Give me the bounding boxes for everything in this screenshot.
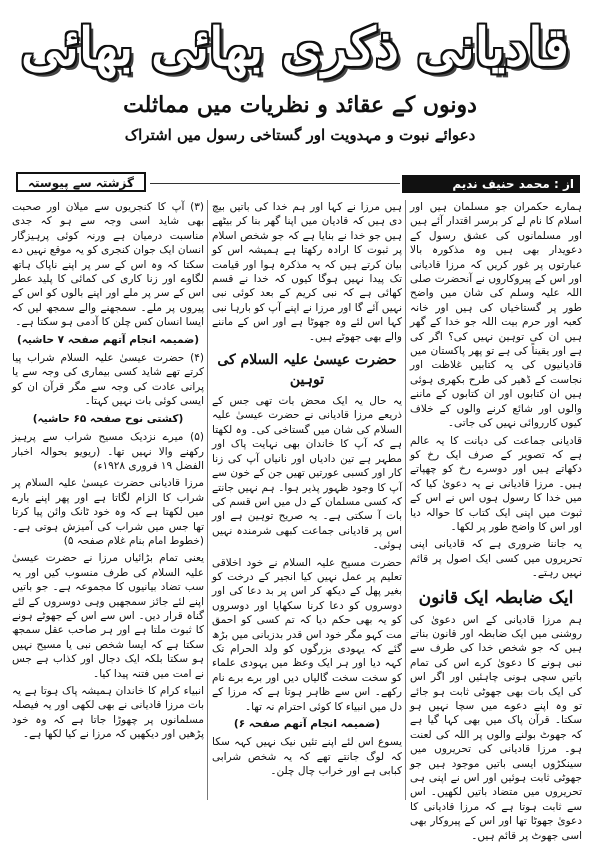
subhead: دونوں کے عقائد و نظریات میں مماثلت [123,92,477,118]
article-column-middle [212,200,402,802]
citation: (ضمیمہ انجام آتھم صفحہ ۷ حاشیہ) [16,333,200,346]
paragraph: مرزا قادیانی حضرت عیسیٰ علیہ السلام پر شراب کا الزام لگاتا ہے اور پھر اپنے بارے میں لکھتا ہے کہ وہ خود ٹانک وائن پیا کرتا تھا جس میں شراب کی آمیزش ہوتی ہے۔ (خطوط امام بنام غلام صفحہ ۵) [12,477,204,547]
paragraph: ہیں مرزا نے کہا اور ہم خدا کی باتیں بیچ دی ہیں کہ قادیان میں اپنا گھر بنا کر بیٹھے ہیں جو خدا نے بنایا ہے کہ جو شخص اسلام پر ثبوت کا ارادہ رکھتا ہے ہمیشہ اس کو بیان کرتے ہیں کہ یہ مذکرہ ہوا اور قیامت تک پیدا نہیں ہوگا کیوں کہ خدا نے قسم کھائی ہے کہ نبی کریم کے بعد کوئی نبی نہیں آئے گا اور مرزا نے اپنے آپ کو بارہا نبی کہا اس لئے وہ جھوٹا ہے اور اس کے ماننے والے بھی جھوٹے ہیں۔ [212,201,402,343]
article-column-right [410,200,582,842]
paragraph: انبیاء کرام کا خاندان ہمیشہ پاک ہوتا ہے یہ بات مرزا قادیانی نے بھی لکھی اور یہ فیصلہ مسلمانوں پر چھوڑا جاتا ہے کہ وہ خود پڑھیں اور دیکھیں کہ مرزا نے کیا لکھا ہے۔ [12,685,204,741]
column-divider [207,200,208,800]
continued-label: گزشتہ سے پیوستہ [16,172,146,192]
header-rule [150,183,400,184]
section-heading: ایک ضابطہ ایک قانون [418,587,574,608]
tagline: دعوائے نبوت و مہدویت اور گستاخی رسول میں اشتراک [124,126,476,144]
citation: (ضمیمہ انجام آتھم صفحہ ۶) [233,718,381,730]
paragraph: (۴) حضرت عیسیٰ علیہ السلام شراب پیا کرتے تھے شاید کسی بیماری کی وجہ سے یا پرانی عادت کی وجہ سے مگر قرآن ان کو ایسی کوئی بات نہیں کہتا۔ [12,352,204,408]
author-byline: از : محمد حنیف ندیم [402,175,580,193]
paragraph: (۳) آپ کا کنجریوں سے میلان اور صحبت بھی شاید اسی وجہ سے ہو کہ جدی مناسبت درمیان ہے ورنہ کوئی پرہیزگار انسان ایک جوان کنجری کو یہ موقع نہیں دے سکتا کہ وہ اس کے سر پر اپنے ناپاک ہاتھ لگاوے اور زنا کاری کی کمائی کا پلید عطر اس کے سر پر ملے اور اپنے بالوں کو اس کے پیروں پر ملے۔ سمجھنے والے سمجھ لیں کہ ایسا انسان کس چلن کا آدمی ہو سکتا ہے۔ [12,201,204,329]
paragraph: یہ جاننا ضروری ہے کہ قادیانی اپنی تحریروں میں کسی ایک اصول پر قائم نہیں رہتے۔ [410,538,582,580]
paragraph: ہم مرزا قادیانی کے اس دعویٰ کی روشنی میں ایک ضابطہ اور قانون بناتے ہیں کہ جو شخص خدا کی طرف سے نبی ہونے کا دعویٰ کرے اس کی تمام باتیں سچی ہونی چاہئیں اور اگر اس کی ایک بات بھی جھوٹی ثابت ہو جائے تو وہ اپنے دعوے میں سچا نہیں ہو سکتا۔ قرآن پاک میں بھی کہا گیا ہے کہ جھوٹ بولنے والوں پر اللہ کی لعنت ہو۔ مرزا قادیانی کی تحریروں میں سینکڑوں ایسی باتیں موجود ہیں جو جھوٹی ثابت ہوئیں اور اس نے اپنی ہی تحریروں میں متضاد باتیں لکھیں۔ اس سے ثابت ہوتا ہے کہ مرزا قادیانی کا دعویٰ جھوٹا تھا اور اس کے پیروکار بھی اسی جھوٹ پر قائم ہیں۔ [410,613,582,842]
paragraph: یعنی تمام بڑائیاں مرزا نے حضرت عیسیٰ علیہ السلام کی طرف منسوب کیں اور یہ سب تضاد بیانیوں کا مجموعہ ہے۔ جو باتیں اپنے لئے جائز سمجھیں وہی دوسروں کے لئے گناہ قرار دیں۔ اس سے اس کے جھوٹے ہونے کا ثبوت ملتا ہے اور ہر صاحب عقل سمجھ سکتا ہے کہ ایسا شخص نبی یا مسیح نہیں ہو سکتا بلکہ ایک دجال اور کذاب ہے جس نے امت میں فتنہ پیدا کیا۔ [12,552,204,680]
paragraph: (۵) میرے نزدیک مسیح شراب سے پرہیز رکھنے والا نہیں تھا۔ (ریویو بحوالہ اخبار الفضل ۱۹ فروری ۱۹۲۸ء) [12,431,204,472]
paragraph: یہ حال یہ ایک محض بات تھی جس کے ذریعے مرزا قادیانی نے حضرت عیسیٰ علیہ السلام کی شان میں گستاخی کی۔ وہ لکھتا ہے کہ آپ کا خاندان بھی نہایت پاک اور مطہر ہے تین دادیاں اور نانیاں آپ کی زنا کار اور کسبی عورتیں تھیں جن کے خون سے آپ کا وجود ظہور پذیر ہوا۔ ہم نہیں جانتے کہ کسی مسلمان کے دل میں اس قسم کی بات آ سکتی ہے۔ یہ صریح توہین ہے اور اس پر قادیانی جماعت کبھی شرمندہ نہیں ہوئی۔ [212,395,402,552]
paragraph: یسوع اس لئے اپنے تئیں نیک نہیں کہہ سکا کہ لوگ جانتے تھے کہ یہ شخص شرابی کبابی ہے اور خراب چال چلن۔ [212,736,402,778]
paragraph: حضرت مسیح علیہ السلام نے خود اخلاقی تعلیم پر عمل نہیں کیا انجیر کے درخت کو بغیر پھل کے دیکھ کر اس پر بد دعا کی اور دوسروں کو دعا کرنا سکھایا اور دوسروں کو یہ بھی حکم دیا کہ تم کسی کو احمق مت کہو مگر خود اس قدر بدزبانی میں بڑھ گئے کہ یہودی بزرگوں کو ولد الحرام تک کہہ دیا اور ہر ایک وعظ میں یہودی علماء کو سخت سخت گالیاں دیں اور برے برے نام رکھے۔ اس سے ظاہر ہوتا ہے کہ مرزا کے دل میں انبیاء کا کوئی احترام نہ تھا۔ [212,556,402,713]
column-divider [405,200,406,800]
citation: (کشتی نوح صفحہ ۶۵ حاشیہ) [32,412,184,425]
headline: قادیانی ذکری بھائی بھائی [21,17,569,78]
paragraph: ہمارے حکمران جو مسلمان ہیں اور اسلام کا نام لے کر برسر اقتدار آئے ہیں اور مسلمانوں کی عشق رسول کے دعویدار بھی ہیں وہ مذکورہ بالا عبارتوں پر غور کریں کہ مرزا قادیانی اور اس کے پیروکاروں نے آنحضرت صلی اللہ علیہ وسلم کی شان میں واضح طور پر گستاخیاں کی ہیں اور خانہ کعبہ اور حرم بیت اللہ جو خدا کے گھر ہیں ان کی توہین نہیں کی؟ اگر کی ہے اور یقیناً کی ہے تو پھر پاکستان میں قادیانیوں کی یہ کتابیں غلاظت اور نجاست کے ڈھیر کی طرح بکھری ہوئی ہیں ان کتابوں اور ان کتابوں کے ماننے والوں اور شائع کرنے والوں کے خلاف کیوں کارروائی نہیں کی جاتی۔ [410,201,582,430]
paragraph: قادیانی جماعت کی دیانت کا یہ عالم ہے کہ تصویر کے صرف ایک رخ کو دکھاتے ہیں اور دوسرے رخ کو چھپاتے ہیں۔ مرزا قادیانی نے یہ دعویٰ کیا کہ میں خدا کا رسول ہوں اس نے اس کے ثبوت میں اپنی ایک کتاب کا حوالہ دیا اور اس کا واضح طور پر لکھا۔ [410,434,582,533]
article-column-left [12,200,204,802]
section-heading: حضرت عیسیٰ علیہ السلام کی توہین [217,352,397,389]
